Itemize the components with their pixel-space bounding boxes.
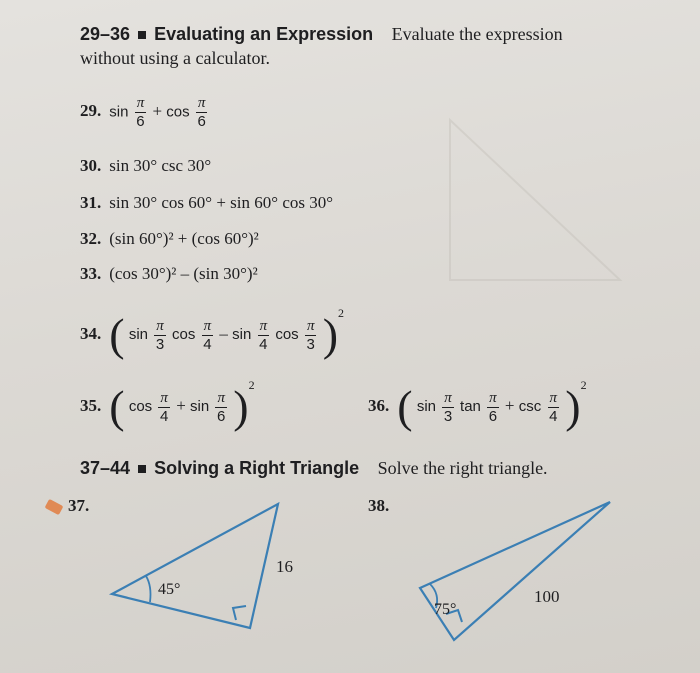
problem-number: 29. — [80, 101, 102, 121]
highlighter-mark — [45, 499, 64, 515]
function-label: cos — [166, 103, 190, 121]
problem-number: 30. — [80, 156, 102, 175]
fraction — [135, 94, 147, 131]
section-header-evaluating — [80, 22, 640, 70]
denominator: 6 — [136, 113, 145, 130]
numerator: π — [156, 317, 164, 334]
fraction — [196, 94, 208, 131]
denominator: 3 — [306, 335, 315, 353]
fraction — [305, 317, 317, 354]
square-bullet-icon — [138, 31, 146, 39]
problem-number: 38. — [368, 496, 390, 515]
problem-expression: sin 30° csc 30° — [109, 156, 212, 175]
problem-number: 33. — [80, 264, 102, 283]
angle-label: 75° — [434, 601, 457, 618]
section-instruction-cont: without using a calculator. — [80, 48, 270, 68]
triangle-outline — [420, 502, 610, 640]
fraction — [548, 389, 560, 426]
angle-label: 45° — [158, 581, 181, 598]
problem-36 — [368, 378, 587, 433]
section-range: 37–44 — [80, 458, 131, 478]
problem-30 — [80, 156, 211, 176]
numerator: π — [259, 317, 268, 334]
operator: + — [504, 396, 515, 415]
numerator: π — [203, 317, 212, 334]
problem-number: 34. — [80, 324, 102, 343]
numerator: π — [136, 95, 145, 111]
function-label: sin — [190, 398, 210, 415]
right-paren: ) — [565, 381, 581, 433]
fraction — [258, 317, 270, 354]
operator: – — [219, 324, 228, 343]
operator: + — [152, 101, 163, 121]
denominator: 4 — [259, 335, 268, 353]
denominator: 6 — [197, 113, 206, 130]
function-label: csc — [518, 398, 542, 415]
numerator: π — [549, 389, 558, 406]
section-title: Solving a Right Triangle — [154, 458, 360, 478]
denominator: 4 — [549, 407, 558, 425]
triangle-outline — [112, 504, 278, 628]
fraction — [442, 389, 454, 426]
problem-expression: (sin 60°)² + (cos 60°)² — [109, 229, 259, 248]
numerator: π — [306, 317, 315, 334]
exponent: 2 — [580, 378, 587, 392]
denominator: 4 — [203, 335, 212, 353]
function-label: cos — [128, 398, 153, 415]
section-instruction: Evaluate the expression — [391, 24, 563, 44]
problem-number: 31. — [80, 193, 102, 212]
fraction — [215, 389, 227, 426]
problem-29 — [80, 94, 209, 131]
section-instruction: Solve the right triangle. — [377, 458, 548, 478]
problem-32 — [80, 229, 259, 249]
bleed-through-triangle — [430, 80, 640, 290]
section-header-right-triangle — [80, 456, 680, 480]
numerator: π — [217, 389, 225, 406]
numerator: π — [489, 389, 497, 406]
function-label: sin — [128, 326, 149, 343]
denominator: 3 — [443, 407, 453, 425]
function-label: cos — [275, 326, 299, 343]
exponent: 2 — [248, 378, 255, 392]
function-label: sin — [232, 326, 252, 343]
fraction — [154, 317, 166, 354]
problem-number: 35. — [80, 396, 102, 415]
function-label: cos — [172, 326, 196, 343]
problem-38-label — [368, 496, 397, 516]
function-label: tan — [460, 398, 481, 415]
problem-expression: (cos 30°)² – (sin 30°)² — [109, 264, 258, 283]
problem-number: 37. — [68, 496, 90, 515]
problem-35 — [80, 378, 255, 433]
problem-37-label — [68, 496, 97, 516]
triangle-38 — [400, 490, 630, 650]
denominator: 3 — [155, 335, 165, 353]
exponent: 2 — [338, 306, 345, 320]
problem-expression: sin 30° cos 60° + sin 60° cos 30° — [109, 193, 334, 212]
numerator: π — [160, 389, 168, 406]
fraction — [202, 317, 214, 354]
right-paren: ) — [322, 309, 339, 361]
section-range: 29–36 — [80, 24, 131, 44]
right-paren: ) — [233, 381, 249, 433]
left-paren: ( — [109, 309, 125, 361]
denominator: 6 — [488, 407, 498, 425]
numerator: π — [444, 389, 452, 406]
denominator: 6 — [217, 407, 226, 425]
function-label: sin — [109, 103, 129, 121]
numerator: π — [197, 95, 206, 111]
function-label: sin — [416, 398, 437, 415]
operator: + — [176, 396, 186, 415]
section-title: Evaluating an Expression — [154, 24, 374, 44]
side-label: 16 — [276, 557, 293, 576]
fraction — [158, 389, 170, 426]
denominator: 4 — [160, 407, 169, 425]
triangle-37 — [100, 490, 310, 640]
problem-31 — [80, 193, 333, 213]
side-label: 100 — [534, 587, 560, 606]
problem-34 — [80, 306, 345, 361]
left-paren: ( — [397, 381, 413, 433]
fraction — [487, 389, 499, 426]
left-paren: ( — [109, 381, 125, 433]
problem-number: 32. — [80, 229, 102, 248]
angle-arc — [146, 576, 151, 602]
right-angle-marker — [233, 606, 246, 620]
square-bullet-icon — [138, 465, 146, 473]
problem-number: 36. — [368, 396, 390, 415]
problem-33 — [80, 264, 258, 284]
